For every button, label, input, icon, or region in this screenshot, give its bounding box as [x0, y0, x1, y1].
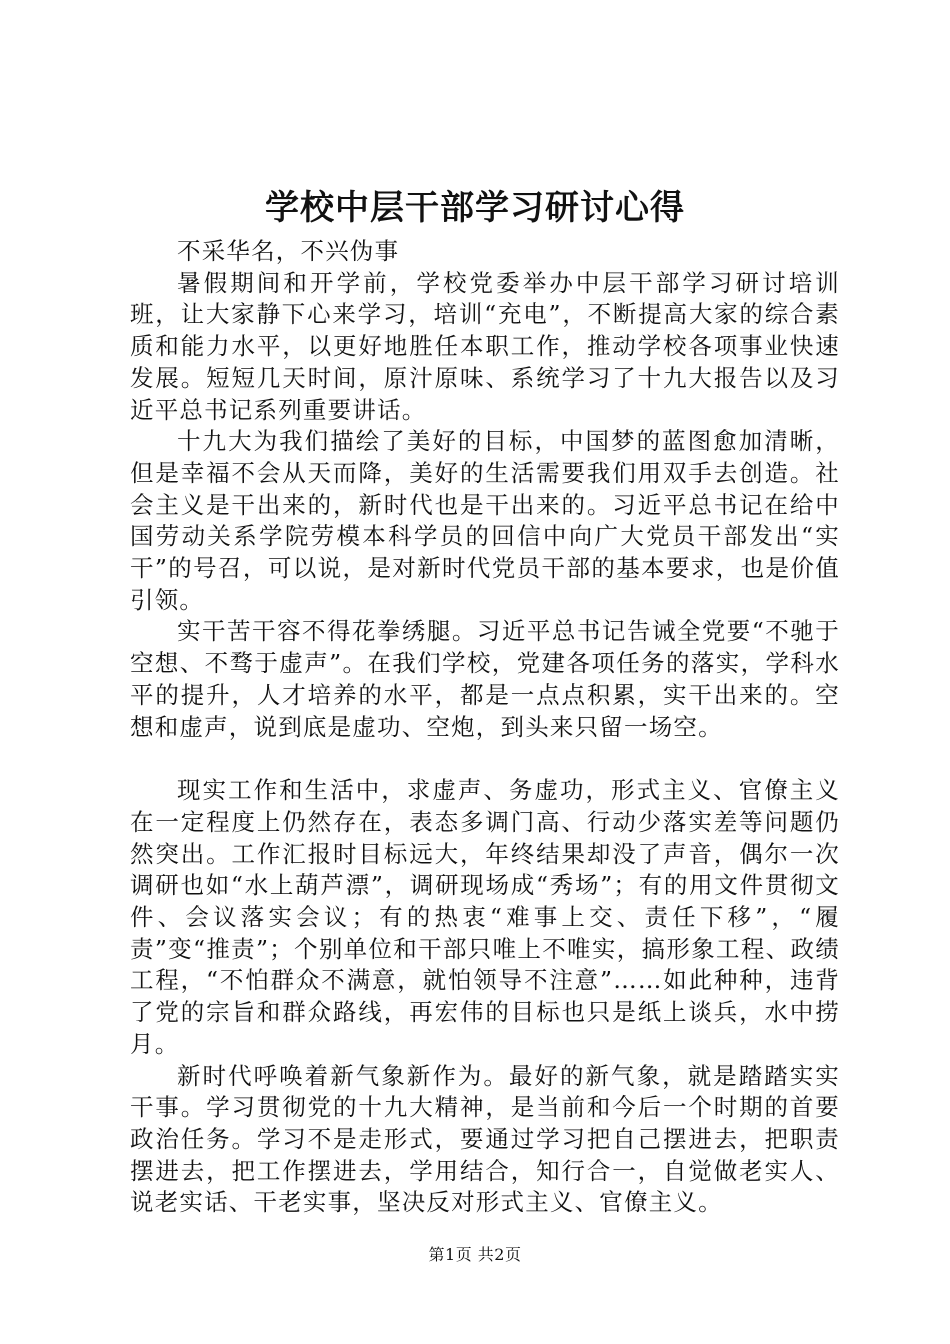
paragraph: 十九大为我们描绘了美好的目标，中国梦的蓝图愈加清晰，但是幸福不会从天而降，美好的生活需要我们用双手去创造。社会主义是干出来的，新时代也是干出来的。习近平总书记在给中国劳动关系学院劳模本科学员的回信中向广大党员干部发出“实干”的号召，可以说，是对新时代党员干部的基本要求，也是价值引领。: [130, 427, 840, 614]
document-body: [130, 236, 840, 1219]
document-title: 学校中层干部学习研讨心得: [265, 188, 685, 228]
paragraph: 新时代呼唤着新气象新作为。最好的新气象，就是踏踏实实干事。学习贯彻党的十九大精神，是当前和今后一个时期的首要政治任务。学习不是走形式，要通过学习把自己摆进去，把职责摆进去，把工作摆进去，学用结合，知行合一，自觉做老实人、说老实话、干老实事，坚决反对形式主义、官僚主义。: [130, 1061, 840, 1217]
page-number-footer: 第1页 共2页: [428, 1245, 522, 1264]
paragraph: 实干苦干容不得花拳绣腿。习近平总书记告诫全党要“不驰于空想、不骛于虚声”。在我们学校，党建各项任务的落实，学科水平的提升，人才培养的水平，都是一点点积累，实干出来的。空想和虚声，说到底是虚功、空炮，到头来只留一场空。: [130, 617, 840, 741]
paragraph-subtitle: 不采华名，不兴伪事: [177, 237, 400, 265]
paragraph: 暑假期间和开学前，学校党委举办中层干部学习研讨培训班，让大家静下心来学习，培训“充电”，不断提高大家的综合素质和能力水平，以更好地胜任本职工作，推动学校各项事业快速发展。短短几天时间，原汁原味、系统学习了十九大报告以及习近平总书记系列重要讲话。: [130, 268, 840, 424]
paragraph: 现实工作和生活中，求虚声、务虚功，形式主义、官僚主义在一定程度上仍然存在，表态多调门高、行动少落实差等问题仍然突出。工作汇报时目标远大，年终结果却没了声音，偶尔一次调研也如“水上葫芦漂”，调研现场成“秀场”；有的用文件贯彻文件、会议落实会议；有的热衷“难事上交、责任下移”，“履责”变“推责”；个别单位和干部只唯上不唯实，搞形象工程、政绩工程，“不怕群众不满意，就怕领导不注意”……如此种种，违背了党的宗旨和群众路线，再宏伟的目标也只是纸上谈兵，水中捞月。: [130, 776, 840, 1058]
